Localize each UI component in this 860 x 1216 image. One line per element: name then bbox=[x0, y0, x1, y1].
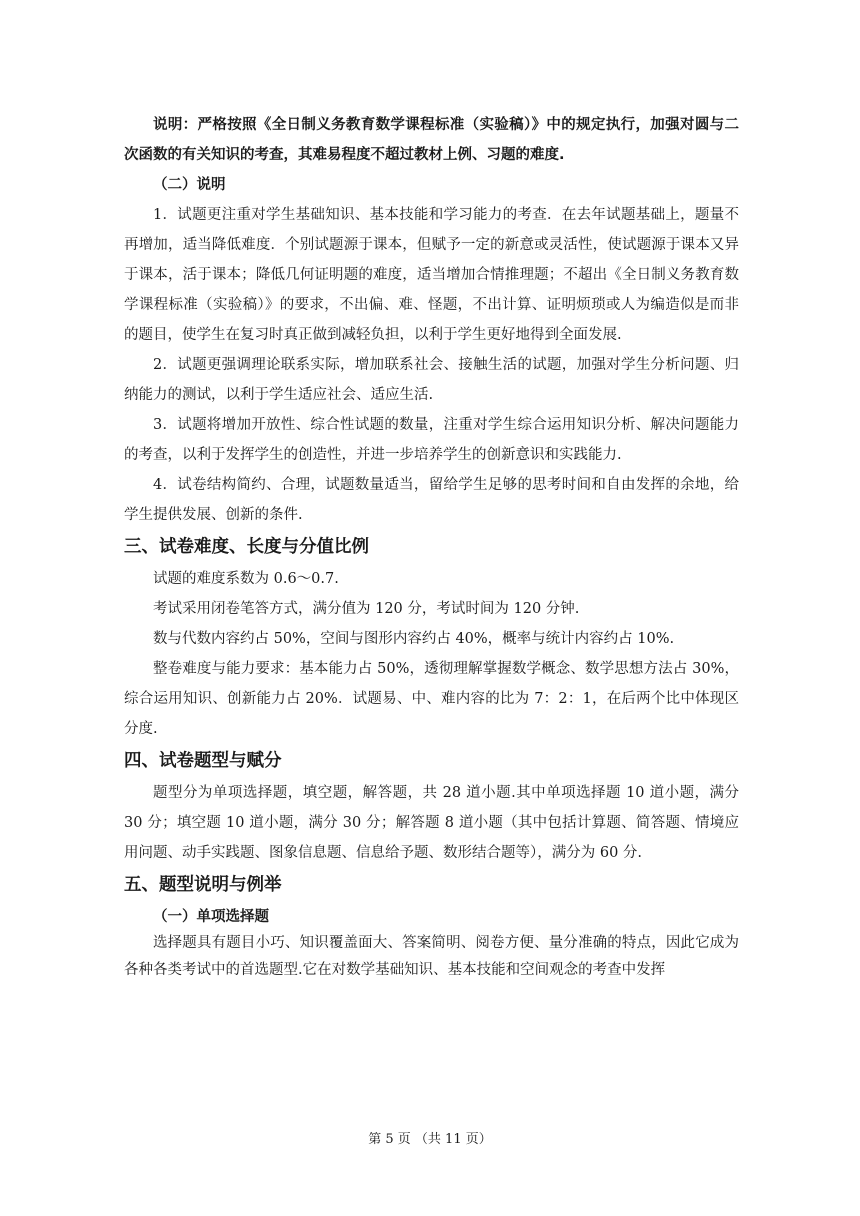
section5-heading: 五、题型说明与例举 bbox=[124, 875, 282, 895]
paragraph: 题型分为单项选择题，填空题，解答题，共 28 道小题.其中单项选择题 10 道小题，满分 30 分；填空题 10 道小题，满分 30 分；解答题 8 道小题（其中包括计算题、简答题、情境应用问题、动手实践题、图象信息题、信息给予题、数形结合题等），满分为 60 分. bbox=[124, 785, 739, 861]
paragraph: 选择题具有题目小巧、知识覆盖面大、答案简明、阅卷方便、量分准确的特点，因此它成为各种各类考试中的首选题型.它在对数学基础知识、基本技能和空间观念的考查中发挥 bbox=[124, 935, 739, 978]
section3-heading: 三、试卷难度、长度与分值比例 bbox=[124, 537, 369, 557]
paragraph: 2．试题更强调理论联系实际，增加联系社会、接触生活的试题，加强对学生分析问题、归纳能力的测试，以利于学生适应社会、适应生活. bbox=[124, 357, 739, 403]
paragraph: 数与代数内容约占 50%，空间与图形内容约占 40%，概率与统计内容约占 10%. bbox=[153, 631, 675, 647]
page-footer: 第 5 页 （共 11 页） bbox=[368, 1132, 492, 1147]
paragraph: 1．试题更注重对学生基础知识、基本技能和学习能力的考查．在去年试题基础上，题量不再增加，适当降低难度．个别试题源于课本，但赋予一定的新意或灵活性，使试题源于课本又异于课本，活于课本；降低几何证明题的难度，适当增加合情推理题；不超出《全日制义务教育数学课程标准（实验稿）》的要求，不出偏、难、怪题，不出计算、证明烦琐或人为编造似是而非的题目，使学生在复习时真正做到减轻负担，以利于学生更好地得到全面发展. bbox=[124, 207, 739, 343]
section5-subheading: （一）单项选择题 bbox=[153, 909, 269, 925]
paragraph: 试题的难度系数为 0.6～0.7. bbox=[153, 571, 339, 587]
section4-heading: 四、试卷题型与赋分 bbox=[124, 751, 282, 771]
page-content bbox=[124, 110, 739, 984]
section2-note-heading: （二）说明 bbox=[153, 177, 226, 193]
paragraph: 整卷难度与能力要求：基本能力占 50%，透彻理解掌握数学概念、数学思想方法占 30%，综合运用知识、创新能力占 20%．试题易、中、难内容的比为 7：2：1，在后两个比中体现区分度. bbox=[124, 661, 739, 737]
paragraph: 3．试题将增加开放性、综合性试题的数量，注重对学生综合运用知识分析、解决问题能力的考查，以利于发挥学生的创造性，并进一步培养学生的创新意识和实践能力. bbox=[124, 417, 739, 463]
paragraph: 考试采用闭卷笔答方式，满分值为 120 分，考试时间为 120 分钟. bbox=[153, 601, 580, 617]
paragraph: 4．试卷结构简约、合理，试题数量适当，留给学生足够的思考时间和自由发挥的余地，给学生提供发展、创新的条件. bbox=[124, 477, 739, 523]
intro-paragraph: 说明：严格按照《全日制义务教育数学课程标准（实验稿）》中的规定执行，加强对圆与二次函数的有关知识的考查，其难易程度不超过教材上例、习题的难度. bbox=[124, 117, 739, 163]
